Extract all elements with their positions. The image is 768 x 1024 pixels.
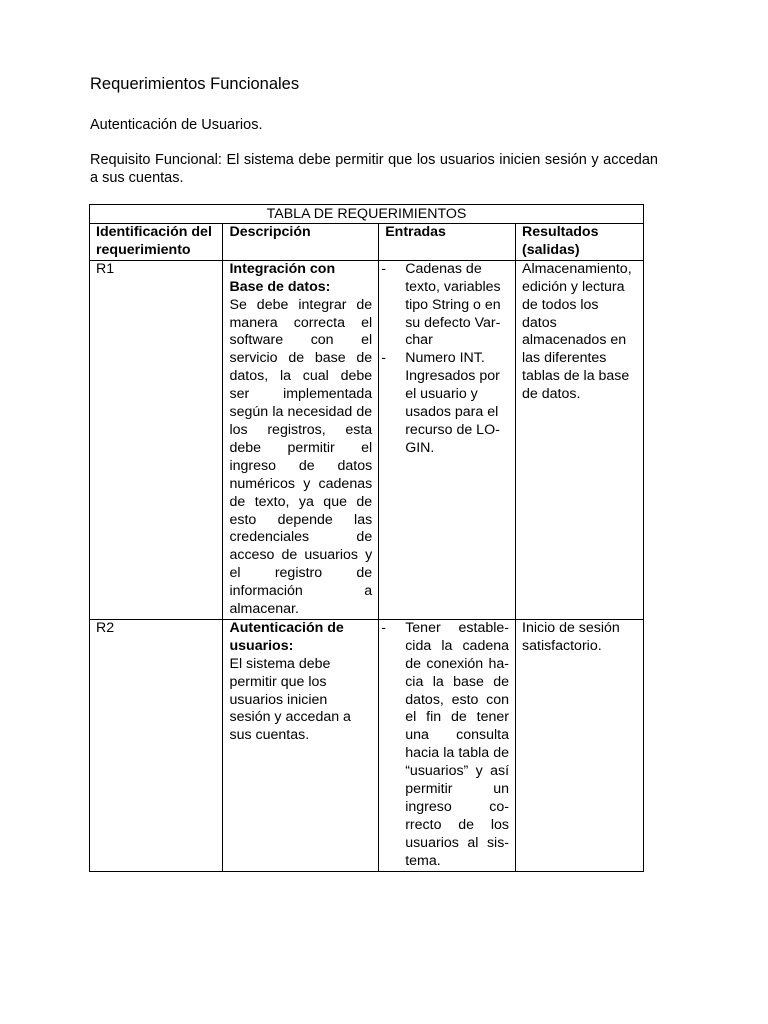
list-item bbox=[381, 260, 509, 351]
description-title: Integración con Base de datos: bbox=[229, 260, 336, 295]
list-item bbox=[381, 619, 510, 871]
row-id: R2 bbox=[90, 619, 223, 871]
description-body: Se debe integrar de manera correcta el software con el servicio de base de datos, la cual debe ser implementada según la necesidad de los registros, esta debe permitir el ingreso de datos numéricos y cadenas de texto, ya que de esto depende las credenciales de acceso de usuarios y el registro de información a almacenar. bbox=[229, 296, 373, 618]
row-id: R1 bbox=[90, 260, 223, 619]
section-subtitle: Autenticación de Usuarios. bbox=[90, 117, 263, 133]
row-resultados: Inicio de sesión satisfactorio. bbox=[516, 619, 644, 871]
requirement-statement: Requisito Funcional: El sistema debe permitir que los usuarios inicien sesión y accedan a sus cuentas. bbox=[90, 152, 658, 186]
entradas-list bbox=[381, 260, 509, 458]
row-resultados: Almacenamiento, edición y lectura de todos los datos almacenados en las diferentes tablas de la base de datos. bbox=[516, 260, 644, 619]
entrada-text: Tener estable-cida la cadena de conexión ha-cia la base de datos, esto con el fin de tener una consulta hacia la tabla de “usuarios” y así permitir un ingreso co-rrecto de los usuarios al sis-tema. bbox=[405, 619, 510, 869]
requirements-table bbox=[89, 204, 644, 872]
document-title: Requerimientos Funcionales bbox=[90, 75, 300, 93]
row-entradas bbox=[379, 260, 516, 619]
header-resultados: Resultados (salidas) bbox=[516, 224, 644, 261]
table-caption-row bbox=[90, 205, 644, 224]
entrada-text: Numero INT. Ingresados por el usuario y usados para el recurso de LO-GIN. bbox=[405, 350, 500, 456]
dash-bullet: - bbox=[381, 350, 386, 367]
dash-bullet: - bbox=[381, 619, 386, 636]
entradas-list bbox=[381, 619, 510, 871]
row-entradas bbox=[379, 619, 516, 871]
table-row bbox=[90, 619, 644, 871]
header-descripcion: Descripción bbox=[223, 224, 379, 261]
dash-bullet: - bbox=[381, 260, 386, 277]
description-title: Autenticación de usuarios: bbox=[229, 619, 344, 654]
header-entradas: Entradas bbox=[379, 224, 516, 261]
row-description bbox=[223, 619, 379, 871]
table-header-row bbox=[90, 224, 644, 261]
table-caption: TABLA DE REQUERIMIENTOS bbox=[90, 205, 644, 224]
description-body: El sistema debe permitir que los usuarios inicien sesión y accedan a sus cuentas. bbox=[229, 655, 351, 744]
table-row bbox=[90, 260, 644, 619]
entrada-text: Cadenas de texto, variables tipo String o en su defecto Var-char bbox=[405, 260, 501, 349]
row-description bbox=[223, 260, 379, 619]
header-id: Identificación del requerimiento bbox=[90, 224, 223, 261]
list-item bbox=[381, 350, 509, 457]
